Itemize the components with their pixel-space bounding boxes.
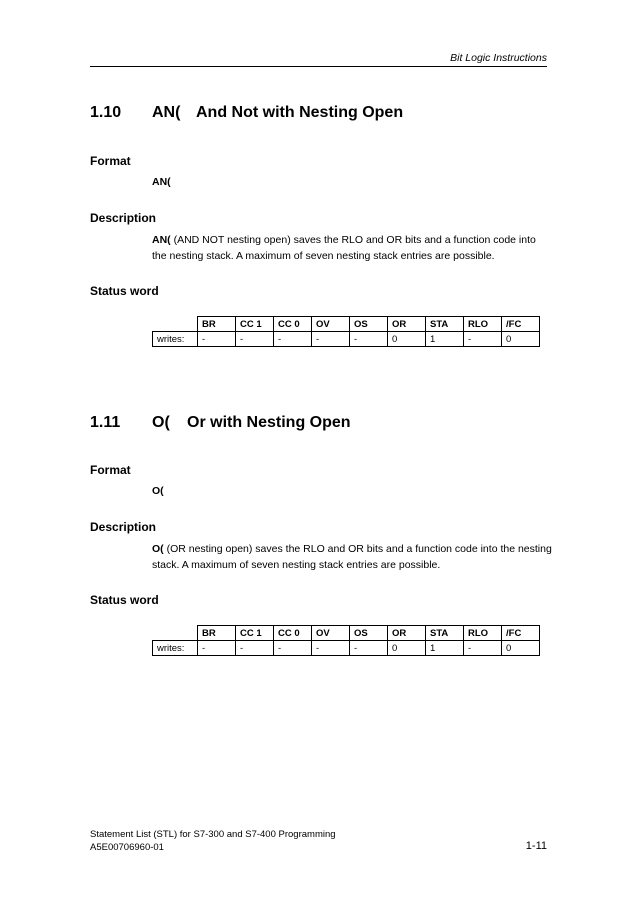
description-label: Description	[90, 211, 157, 225]
status-col-fc: /FC	[502, 626, 540, 641]
section-name: And Not with Nesting Open	[196, 104, 404, 121]
status-word-label: Status word	[90, 593, 159, 607]
status-value-or: 0	[388, 641, 426, 656]
status-value-or: 0	[388, 332, 426, 347]
status-col-br: BR	[198, 317, 236, 332]
status-value-br: -	[198, 641, 236, 656]
section-name: Or with Nesting Open	[187, 414, 351, 431]
status-value-rlo: -	[464, 332, 502, 347]
section-or-nesting	[90, 414, 552, 654]
status-col-rlo: RLO	[464, 626, 502, 641]
section-title	[90, 104, 550, 124]
status-value-fc: 0	[502, 332, 540, 347]
status-header-blank	[153, 317, 198, 332]
footer-document-number: A5E00706960-01	[90, 842, 164, 853]
status-col-br: BR	[198, 626, 236, 641]
status-col-cc1: CC 1	[236, 626, 274, 641]
status-col-os: OS	[350, 317, 388, 332]
status-value-cc1: -	[236, 641, 274, 656]
status-col-ov: OV	[312, 626, 350, 641]
description-label: Description	[90, 520, 157, 534]
status-value-ov: -	[312, 332, 350, 347]
section-mnemonic: AN(	[152, 104, 181, 121]
status-writes-row	[153, 641, 540, 656]
header-rule	[90, 66, 547, 67]
status-word-table	[152, 316, 540, 347]
footer-manual-title: Statement List (STL) for S7-300 and S7-400 Programming	[90, 829, 336, 840]
status-col-fc: /FC	[502, 317, 540, 332]
status-word-label: Status word	[90, 284, 159, 298]
description-body: (AND NOT nesting open) saves the RLO and OR bits and a function code into the nesting stack. A maximum of seven nesting stack entries are possible.	[152, 234, 536, 262]
status-header-row	[153, 626, 540, 641]
status-header-blank	[153, 626, 198, 641]
format-label: Format	[90, 154, 131, 168]
status-value-ov: -	[312, 641, 350, 656]
format-value: AN(	[152, 176, 171, 188]
section-and-not-nesting	[90, 104, 550, 345]
status-col-rlo: RLO	[464, 317, 502, 332]
description-text	[152, 541, 552, 573]
section-number: 1.11	[90, 414, 121, 431]
status-header-row	[153, 317, 540, 332]
status-row-label: writes:	[153, 332, 198, 347]
status-col-os: OS	[350, 626, 388, 641]
running-header: Bit Logic Instructions	[450, 52, 547, 64]
section-number: 1.10	[90, 104, 122, 121]
section-title	[90, 414, 550, 434]
status-col-cc0: CC 0	[274, 317, 312, 332]
status-value-sta: 1	[426, 332, 464, 347]
description-keyword: O(	[152, 543, 164, 555]
section-mnemonic: O(	[152, 414, 170, 431]
status-col-sta: STA	[426, 626, 464, 641]
status-value-fc: 0	[502, 641, 540, 656]
status-value-sta: 1	[426, 641, 464, 656]
status-value-cc0: -	[274, 641, 312, 656]
page-number: 1-11	[525, 840, 547, 852]
status-col-cc0: CC 0	[274, 626, 312, 641]
description-text	[152, 232, 552, 264]
status-value-br: -	[198, 332, 236, 347]
status-col-sta: STA	[426, 317, 464, 332]
status-col-cc1: CC 1	[236, 317, 274, 332]
status-value-rlo: -	[464, 641, 502, 656]
format-label: Format	[90, 463, 131, 477]
status-col-or: OR	[388, 317, 426, 332]
status-value-os: -	[350, 332, 388, 347]
status-row-label: writes:	[153, 641, 198, 656]
format-value: O(	[152, 485, 164, 497]
status-col-ov: OV	[312, 317, 350, 332]
status-col-or: OR	[388, 626, 426, 641]
footer-document-info	[90, 828, 336, 854]
status-value-os: -	[350, 641, 388, 656]
status-value-cc0: -	[274, 332, 312, 347]
description-keyword: AN(	[152, 234, 171, 246]
status-writes-row	[153, 332, 540, 347]
status-value-cc1: -	[236, 332, 274, 347]
description-body: (OR nesting open) saves the RLO and OR bits and a function code into the nesting stack. A maximum of seven nesting stack entries are possible.	[152, 543, 552, 571]
status-word-table	[152, 625, 540, 656]
